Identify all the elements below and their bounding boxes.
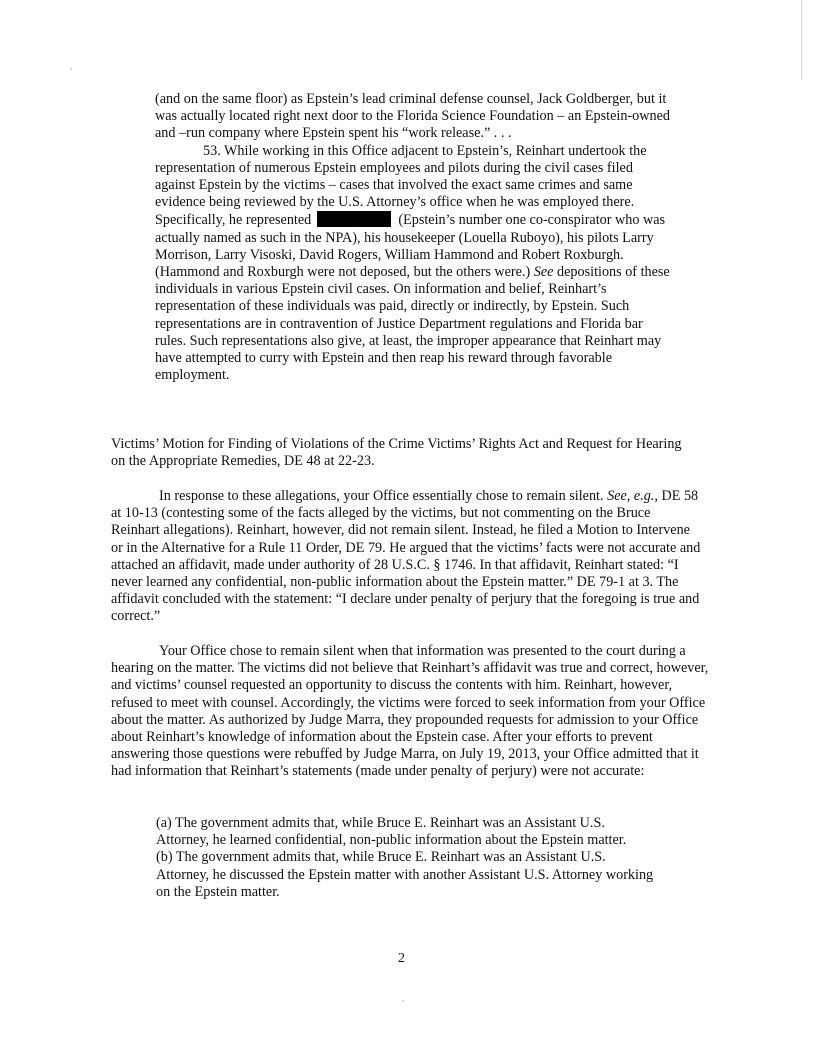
scan-speck xyxy=(402,1000,404,1002)
paragraph-2-text: Your Office chose to remain silent when that information was presented to the court during a hearing on the matter. The victims did not believe that Reinhart’s affidavit was true and correct, however, and victims’ counsel requested an opportunity to discuss the contents with him. Reinhart, however, refused to meet with counsel. Accordingly, the victims were forced to seek information from your Office about the matter. As authorized by Judge Marra, they propounded requests for admission to your Office about Reinhart’s knowledge of information about the Epstein case. After your efforts to prevent answering those questions were rebuffed by Judge Marra, on July 19, 2013, your Office admitted that it had information that Reinhart’s statements (made under penalty of perjury) were not accurate: xyxy=(111,643,709,780)
admission-b: (b) The government admits that, while Bruce E. Reinhart was an Assistant U.S. Attorney, he discussed the Epstein matter with another Assistant U.S. Attorney working on the Epstein matter. xyxy=(156,849,654,900)
para53-see: See xyxy=(533,264,554,281)
scan-edge-artifact xyxy=(801,0,802,80)
citation-text: Victims’ Motion for Finding of Violations of the Crime Victims’ Rights Act and Request for Hearing on the Appropriate Remedies, DE 48 at 22-23. xyxy=(111,436,682,470)
quote-continuation: (and on the same floor) as Epstein’s lead criminal defense counsel, Jack Goldberger, but it was actually located right next door to the Florida Science Foundation – an Epstein-owned and –run company where Epstein spent his “work release.” . . . xyxy=(155,91,670,142)
admission-a: (a) The government admits that, while Bruce E. Reinhart was an Assistant U.S. Attorney, he learned confidential, non-public information about the Epstein matter. xyxy=(156,815,627,849)
redaction-bar xyxy=(317,211,391,227)
block-quote xyxy=(155,91,675,384)
body-paragraph-2 xyxy=(111,643,709,781)
body-paragraph-1 xyxy=(111,488,701,626)
admissions-list xyxy=(156,815,656,901)
paragraph-1-part-1: In response to these allegations, your Office essentially chose to remain silent. xyxy=(159,488,604,504)
page-number: 2 xyxy=(398,951,405,966)
paragraph-1-part-2: DE 58 at 10-13 (contesting some of the facts alleged by the victims, but not commenting on the Bruce Reinhart allegations). Reinhart, however, did not remain silent. Instead, he filed a Motion to Intervene or in the Alternative for a Rule 11 Order, DE 79. He argued that the victims’ facts were not accurate and attached an affidavit, made under authority of 28 U.S.C. § 1746. In that affidavit, Reinhart stated: “I never learned any confidential, non-public information about the Epstein matter.” DE 79-1 at 3. The affidavit concluded with the statement: “I declare under penalty of perjury that the foregoing is true and correct.” xyxy=(111,488,701,625)
para53-text-2: (Epstein’s number one co-conspirator who was actually named as such in the NPA), his housekeeper (Louella Ruboyo), his pilots Larry Morrison, Larry Visoski, David Rogers, William Hammond and Robert Roxburgh. (Hammond and Roxburgh were not deposed, but the others were.) xyxy=(155,212,666,281)
citation xyxy=(111,436,691,470)
para53-text-3: depositions of these individuals in various Epstein civil cases. On information and belief, Reinhart’s representation of these individuals was paid, directly or indirectly, by Epstein. Such representations are in contravention of Justice Department regulations and Florida bar rules. Such representations also give, at least, the improper appearance that Reinhart may have attempted to curry with Epstein and then reap his reward through favorable employment. xyxy=(155,264,670,384)
paragraph-1-text xyxy=(111,488,701,626)
para53-text-1: 53. While working in this Office adjacent to Epstein’s, Reinhart undertook the representation of numerous Epstein employees and pilots during the civil cases filed against Epstein by the victims – cases that involved the exact same crimes and same evidence being reviewed by the U.S. Attorney’s office when he was employed there. Specifically, he represented xyxy=(155,142,647,229)
paragraph-1-see-eg: See, e.g., xyxy=(607,488,658,504)
scan-speck xyxy=(70,68,72,70)
quote-paragraph-53 xyxy=(155,143,675,385)
